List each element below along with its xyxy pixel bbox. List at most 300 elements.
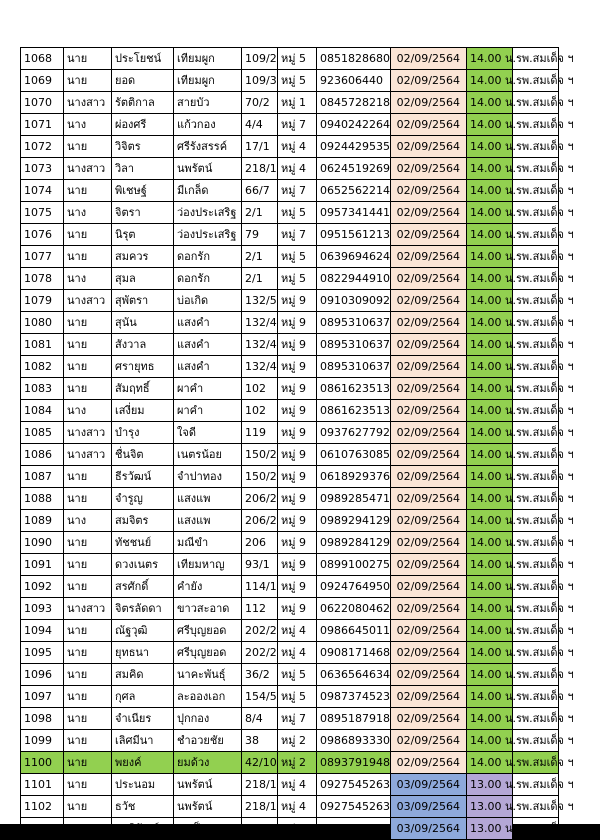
appointment-time-cell: 14.00 น. (467, 268, 513, 290)
title-prefix-cell: นาย (64, 466, 112, 488)
appointment-date-cell: 02/09/2564 (391, 202, 467, 224)
table-row (21, 92, 559, 114)
house-number-cell: 96/4 (242, 818, 278, 840)
row-number-cell: 1079 (21, 290, 64, 312)
first-name-cell: จำเนียร (112, 708, 174, 730)
phone-number-cell: 0989284129 (317, 532, 391, 554)
village-moo-cell: หมู่ 1 (278, 92, 317, 114)
title-prefix-cell: นางสาว (64, 422, 112, 444)
appointment-date-cell: 02/09/2564 (391, 70, 467, 92)
title-prefix-cell: นาย (64, 554, 112, 576)
appointment-date-cell: 02/09/2564 (391, 114, 467, 136)
title-prefix-cell: นาย (64, 378, 112, 400)
hospital-place-cell: รพ.สมเด็จ ฯ (513, 180, 559, 202)
appointment-time-cell: 14.00 น. (467, 620, 513, 642)
appointment-date-cell: 02/09/2564 (391, 158, 467, 180)
title-prefix-cell: นาง (64, 510, 112, 532)
house-number-cell: 79 (242, 224, 278, 246)
house-number-cell: 70/2 (242, 92, 278, 114)
appointment-time-cell: 14.00 น. (467, 48, 513, 70)
table-row (21, 686, 559, 708)
first-name-cell: เลิศมีนา (112, 730, 174, 752)
table-row (21, 444, 559, 466)
village-moo-cell: หมู่ 4 (278, 158, 317, 180)
appointment-date-cell: 02/09/2564 (391, 752, 467, 774)
table-row (21, 356, 559, 378)
village-moo-cell: หมู่ 9 (278, 510, 317, 532)
phone-number-cell: 0618929376 (317, 466, 391, 488)
title-prefix-cell: นางสาว (64, 290, 112, 312)
first-name-cell: สัมฤทธิ์ (112, 378, 174, 400)
last-name-cell: ละอองเอก (174, 686, 242, 708)
table-row (21, 334, 559, 356)
hospital-place-cell: รพ.สมเด็จ ฯ (513, 92, 559, 114)
appointment-date-cell: 02/09/2564 (391, 290, 467, 312)
hospital-place-cell: รพ.สมเด็จ ฯ (513, 554, 559, 576)
row-number-cell: 1071 (21, 114, 64, 136)
phone-number-cell: 0652562214 (317, 180, 391, 202)
appointment-date-cell: 02/09/2564 (391, 686, 467, 708)
appointment-date-cell: 02/09/2564 (391, 312, 467, 334)
village-moo-cell: หมู่ 9 (278, 312, 317, 334)
house-number-cell: 132/4 (242, 312, 278, 334)
first-name-cell: สังวาล (112, 334, 174, 356)
title-prefix-cell: นาย (64, 642, 112, 664)
first-name-cell: ชื่นจิต (112, 444, 174, 466)
title-prefix-cell: นาย (64, 532, 112, 554)
table-row (21, 202, 559, 224)
house-number-cell: 112 (242, 598, 278, 620)
first-name-cell: ศรายุทธ (112, 356, 174, 378)
first-name-cell: สุมล (112, 268, 174, 290)
appointment-time-cell: 14.00 น. (467, 708, 513, 730)
last-name-cell: ศรีบุญยอด (174, 620, 242, 642)
appointment-time-cell: 14.00 น. (467, 92, 513, 114)
appointment-date-cell: 02/09/2564 (391, 620, 467, 642)
house-number-cell: 2/1 (242, 268, 278, 290)
phone-number-cell: 0940242264 (317, 114, 391, 136)
appointment-date-cell: 02/09/2564 (391, 48, 467, 70)
title-prefix-cell: นาย (64, 818, 112, 840)
appointment-date-cell: 02/09/2564 (391, 92, 467, 114)
hospital-place-cell: รพ.สมเด็จ ฯ (513, 466, 559, 488)
phone-number-cell: 0845728218 (317, 92, 391, 114)
hospital-place-cell: รพ.สมเด็จ ฯ (513, 730, 559, 752)
appointment-time-cell: 14.00 น. (467, 642, 513, 664)
house-number-cell: 206/2 (242, 510, 278, 532)
first-name-cell: ณัฐวุฒิ (112, 620, 174, 642)
house-number-cell: 218/1 (242, 774, 278, 796)
row-number-cell: 1081 (21, 334, 64, 356)
appointment-time-cell: 14.00 น. (467, 136, 513, 158)
appointment-date-cell: 02/09/2564 (391, 488, 467, 510)
house-number-cell: 132/5 (242, 290, 278, 312)
appointment-time-cell: 14.00 น. (467, 224, 513, 246)
phone-number-cell: 0822944910 (317, 268, 391, 290)
phone-number-cell: 0910309092 (317, 290, 391, 312)
village-moo-cell: หมู่ 4 (278, 642, 317, 664)
title-prefix-cell: นาง (64, 114, 112, 136)
table-row (21, 466, 559, 488)
village-moo-cell: หมู่ 9 (278, 598, 317, 620)
house-number-cell: 93/1 (242, 554, 278, 576)
row-number-cell: 1102 (21, 796, 64, 818)
title-prefix-cell: นางสาว (64, 158, 112, 180)
village-moo-cell: หมู่ 9 (278, 444, 317, 466)
first-name-cell: ยอด (112, 70, 174, 92)
appointment-date-cell: 03/09/2564 (391, 818, 467, 840)
row-number-cell: 1087 (21, 466, 64, 488)
hospital-place-cell: รพ.สมเด็จ ฯ (513, 290, 559, 312)
phone-number-cell: 0624519269 (317, 158, 391, 180)
phone-number-cell: 0957341441 (317, 202, 391, 224)
hospital-place-cell: รพ.สมเด็จ ฯ (513, 664, 559, 686)
row-number-cell: 1084 (21, 400, 64, 422)
table-row (21, 180, 559, 202)
phone-number-cell: 0987374523 (317, 686, 391, 708)
table-row (21, 400, 559, 422)
title-prefix-cell: นาย (64, 356, 112, 378)
appointment-time-cell: 14.00 น. (467, 444, 513, 466)
appointment-time-cell: 14.00 น. (467, 180, 513, 202)
table-row (21, 730, 559, 752)
appointment-time-cell: 14.00 น. (467, 334, 513, 356)
appointment-time-cell: 14.00 น. (467, 664, 513, 686)
village-moo-cell: หมู่ 5 (278, 70, 317, 92)
table-row (21, 818, 559, 840)
hospital-place-cell: รพ.สมเด็จ ฯ (513, 642, 559, 664)
table-row (21, 598, 559, 620)
appointment-time-cell: 14.00 น. (467, 356, 513, 378)
appointment-date-cell: 02/09/2564 (391, 730, 467, 752)
last-name-cell: ยมด้วง (174, 752, 242, 774)
title-prefix-cell: นางสาว (64, 444, 112, 466)
village-moo-cell: หมู่ 9 (278, 488, 317, 510)
table-row (21, 136, 559, 158)
first-name-cell: ผ่องศรี (112, 114, 174, 136)
last-name-cell: ดอกรัก (174, 246, 242, 268)
first-name-cell: รัตติกาล (112, 92, 174, 114)
first-name-cell: พรภิวัฒน์ (112, 818, 174, 840)
appointment-time-cell: 14.00 น. (467, 510, 513, 532)
row-number-cell: 1091 (21, 554, 64, 576)
house-number-cell: 218/1 (242, 158, 278, 180)
last-name-cell: ศรีรังสรรค์ (174, 136, 242, 158)
last-name-cell: แสงคำ (174, 356, 242, 378)
row-number-cell: 1076 (21, 224, 64, 246)
last-name-cell: แสงแพ (174, 510, 242, 532)
hospital-place-cell: รพ.สมเด็จ ฯ (513, 224, 559, 246)
appointment-time-cell: 14.00 น. (467, 686, 513, 708)
appointment-date-cell: 02/09/2564 (391, 246, 467, 268)
table-row (21, 708, 559, 730)
last-name-cell: มีเกล็ด (174, 180, 242, 202)
village-moo-cell: หมู่ 5 (278, 48, 317, 70)
last-name-cell: แก้วกอง (174, 114, 242, 136)
last-name-cell: แสงแพ (174, 488, 242, 510)
village-moo-cell: หมู่ 4 (278, 796, 317, 818)
first-name-cell: ยุทธนา (112, 642, 174, 664)
house-number-cell: 4/4 (242, 114, 278, 136)
phone-number-cell: 0937627792 (317, 422, 391, 444)
table-row (21, 48, 559, 70)
village-moo-cell: หมู่ 9 (278, 554, 317, 576)
appointment-time-cell: 14.00 น. (467, 466, 513, 488)
house-number-cell: 119 (242, 422, 278, 444)
title-prefix-cell: นาย (64, 620, 112, 642)
village-moo-cell: หมู่ 2 (278, 752, 317, 774)
appointment-date-cell: 02/09/2564 (391, 532, 467, 554)
village-moo-cell: หมู่ 9 (278, 400, 317, 422)
table-row (21, 796, 559, 818)
row-number-cell: 1073 (21, 158, 64, 180)
phone-number-cell: 0610763085 (317, 444, 391, 466)
appointment-time-cell: 14.00 น. (467, 532, 513, 554)
appointment-time-cell: 13.00 น. (467, 818, 513, 840)
house-number-cell: 114/1 (242, 576, 278, 598)
row-number-cell: 1086 (21, 444, 64, 466)
house-number-cell: 42/10 (242, 752, 278, 774)
phone-number-cell: 0895187918 (317, 708, 391, 730)
phone-number-cell: 0927545263 (317, 774, 391, 796)
row-number-cell: 1068 (21, 48, 64, 70)
house-number-cell: 66/7 (242, 180, 278, 202)
last-name-cell: นพรัตน์ (174, 158, 242, 180)
last-name-cell: นพรัตน์ (174, 774, 242, 796)
hospital-place-cell: รพ.สมเด็จ ฯ (513, 136, 559, 158)
appointment-time-cell: 14.00 น. (467, 70, 513, 92)
appointment-date-cell: 02/09/2564 (391, 180, 467, 202)
title-prefix-cell: นาย (64, 488, 112, 510)
row-number-cell: 1089 (21, 510, 64, 532)
village-moo-cell: หมู่ 7 (278, 180, 317, 202)
hospital-place-cell: รพ.สมเด็จ ฯ (513, 818, 559, 840)
hospital-place-cell: รพ.สมเด็จ ฯ (513, 312, 559, 334)
village-moo-cell: หมู่ 7 (278, 818, 317, 840)
table-row (21, 268, 559, 290)
title-prefix-cell: นาง (64, 400, 112, 422)
village-moo-cell: หมู่ 9 (278, 532, 317, 554)
title-prefix-cell: นาย (64, 796, 112, 818)
row-number-cell: 1069 (21, 70, 64, 92)
village-moo-cell: หมู่ 4 (278, 620, 317, 642)
row-number-cell: 1100 (21, 752, 64, 774)
first-name-cell: ประนอม (112, 774, 174, 796)
last-name-cell: ชำอวยชัย (174, 730, 242, 752)
hospital-place-cell: รพ.สมเด็จ ฯ (513, 532, 559, 554)
phone-number-cell: 0989294129 (317, 510, 391, 532)
phone-number-cell: 0622080462 (317, 598, 391, 620)
last-name-cell: จำปาทอง (174, 466, 242, 488)
village-moo-cell: หมู่ 4 (278, 774, 317, 796)
hospital-place-cell: รพ.สมเด็จ ฯ (513, 598, 559, 620)
hospital-place-cell: รพ.สมเด็จ ฯ (513, 576, 559, 598)
house-number-cell: 38 (242, 730, 278, 752)
row-number-cell: 1083 (21, 378, 64, 400)
first-name-cell: วิลา (112, 158, 174, 180)
phone-number-cell: 0989285471 (317, 488, 391, 510)
last-name-cell: คงเป็น (174, 818, 242, 840)
last-name-cell: มณีขำ (174, 532, 242, 554)
hospital-place-cell: รพ.สมเด็จ ฯ (513, 620, 559, 642)
last-name-cell: เทียมผูก (174, 48, 242, 70)
first-name-cell: สรศักดิ์ (112, 576, 174, 598)
table-row (21, 114, 559, 136)
title-prefix-cell: นางสาว (64, 598, 112, 620)
hospital-place-cell: รพ.สมเด็จ ฯ (513, 378, 559, 400)
house-number-cell: 132/4 (242, 334, 278, 356)
phone-number-cell: 0895310637 (317, 312, 391, 334)
hospital-place-cell: รพ.สมเด็จ ฯ (513, 114, 559, 136)
appointment-time-cell: 14.00 น. (467, 202, 513, 224)
appointment-time-cell: 14.00 น. (467, 576, 513, 598)
house-number-cell: 150/2 (242, 466, 278, 488)
title-prefix-cell: นาย (64, 664, 112, 686)
village-moo-cell: หมู่ 5 (278, 268, 317, 290)
appointment-time-cell: 14.00 น. (467, 246, 513, 268)
hospital-place-cell: รพ.สมเด็จ ฯ (513, 422, 559, 444)
hospital-place-cell: รพ.สมเด็จ ฯ (513, 48, 559, 70)
hospital-place-cell: รพ.สมเด็จ ฯ (513, 510, 559, 532)
hospital-place-cell: รพ.สมเด็จ ฯ (513, 774, 559, 796)
table-row (21, 290, 559, 312)
last-name-cell: เทียมหาญ (174, 554, 242, 576)
title-prefix-cell: นาย (64, 312, 112, 334)
table-row (21, 576, 559, 598)
house-number-cell: 36/2 (242, 664, 278, 686)
table-row (21, 70, 559, 92)
first-name-cell: วิจิตร (112, 136, 174, 158)
appointment-time-cell: 14.00 น. (467, 730, 513, 752)
village-moo-cell: หมู่ 9 (278, 576, 317, 598)
hospital-place-cell: รพ.สมเด็จ ฯ (513, 686, 559, 708)
hospital-place-cell: รพ.สมเด็จ ฯ (513, 488, 559, 510)
last-name-cell: คำยัง (174, 576, 242, 598)
last-name-cell: แสงคำ (174, 334, 242, 356)
phone-number-cell: 0908171468 (317, 642, 391, 664)
hospital-place-cell: รพ.สมเด็จ ฯ (513, 158, 559, 180)
hospital-place-cell: รพ.สมเด็จ ฯ (513, 708, 559, 730)
village-moo-cell: หมู่ 5 (278, 664, 317, 686)
village-moo-cell: หมู่ 9 (278, 422, 317, 444)
first-name-cell: ประโยชน์ (112, 48, 174, 70)
table-row (21, 620, 559, 642)
phone-number-cell: 0924429535 (317, 136, 391, 158)
village-moo-cell: หมู่ 9 (278, 290, 317, 312)
row-number-cell: 1092 (21, 576, 64, 598)
village-moo-cell: หมู่ 9 (278, 466, 317, 488)
table-row (21, 378, 559, 400)
house-number-cell: 206/2 (242, 488, 278, 510)
last-name-cell: สายบัว (174, 92, 242, 114)
row-number-cell: 1088 (21, 488, 64, 510)
phone-number-cell: 0895310637 (317, 334, 391, 356)
title-prefix-cell: นาย (64, 48, 112, 70)
row-number-cell: 1070 (21, 92, 64, 114)
row-number-cell: 1098 (21, 708, 64, 730)
phone-number-cell: 0951561213 (317, 224, 391, 246)
title-prefix-cell: นาง (64, 268, 112, 290)
title-prefix-cell: นาย (64, 730, 112, 752)
row-number-cell: 1093 (21, 598, 64, 620)
title-prefix-cell: นาย (64, 180, 112, 202)
appointment-date-cell: 02/09/2564 (391, 598, 467, 620)
first-name-cell: จำรูญ (112, 488, 174, 510)
house-number-cell: 154/5 (242, 686, 278, 708)
appointment-date-cell: 03/09/2564 (391, 796, 467, 818)
appointment-date-cell: 02/09/2564 (391, 576, 467, 598)
table-row (21, 488, 559, 510)
row-number-cell: 1090 (21, 532, 64, 554)
hospital-place-cell: รพ.สมเด็จ ฯ (513, 356, 559, 378)
first-name-cell: จิตรา (112, 202, 174, 224)
title-prefix-cell: นางสาว (64, 92, 112, 114)
row-number-cell: 1103 (21, 818, 64, 840)
village-moo-cell: หมู่ 9 (278, 334, 317, 356)
title-prefix-cell: นาง (64, 202, 112, 224)
appointment-date-cell: 02/09/2564 (391, 664, 467, 686)
appointment-time-cell: 13.00 น. (467, 796, 513, 818)
village-moo-cell: หมู่ 4 (278, 136, 317, 158)
house-number-cell: 202/2 (242, 620, 278, 642)
appointment-date-cell: 02/09/2564 (391, 554, 467, 576)
house-number-cell: 102 (242, 400, 278, 422)
title-prefix-cell: นาย (64, 752, 112, 774)
first-name-cell: นิรุต (112, 224, 174, 246)
appointment-time-cell: 13.00 น. (467, 774, 513, 796)
table-row (21, 664, 559, 686)
appointment-time-cell: 14.00 น. (467, 114, 513, 136)
table-row (21, 312, 559, 334)
first-name-cell: สมคิด (112, 664, 174, 686)
appointment-time-cell: 14.00 น. (467, 312, 513, 334)
title-prefix-cell: นาย (64, 686, 112, 708)
vaccination-schedule-table (20, 47, 574, 840)
first-name-cell: บำรุง (112, 422, 174, 444)
appointment-date-cell: 02/09/2564 (391, 356, 467, 378)
row-number-cell: 1077 (21, 246, 64, 268)
hospital-place-cell: รพ.สมเด็จ ฯ (513, 444, 559, 466)
appointment-time-cell: 14.00 น. (467, 158, 513, 180)
appointment-date-cell: 02/09/2564 (391, 444, 467, 466)
phone-number-cell: 0986893330 (317, 730, 391, 752)
first-name-cell: กุศล (112, 686, 174, 708)
house-number-cell: 206 (242, 532, 278, 554)
hospital-place-cell: รพ.สมเด็จ ฯ (513, 268, 559, 290)
phone-number-cell: 0861623513 (317, 378, 391, 400)
last-name-cell: ว่องประเสริฐ (174, 224, 242, 246)
table-row (21, 422, 559, 444)
last-name-cell: นาคะพันธุ์ (174, 664, 242, 686)
hospital-place-cell: รพ.สมเด็จ ฯ (513, 202, 559, 224)
village-moo-cell: หมู่ 9 (278, 356, 317, 378)
first-name-cell: สุพัตรา (112, 290, 174, 312)
first-name-cell: สมจิตร (112, 510, 174, 532)
appointment-time-cell: 14.00 น. (467, 422, 513, 444)
village-moo-cell: หมู่ 5 (278, 246, 317, 268)
row-number-cell: 1085 (21, 422, 64, 444)
house-number-cell: 2/1 (242, 246, 278, 268)
appointment-date-cell: 02/09/2564 (391, 136, 467, 158)
title-prefix-cell: นาย (64, 246, 112, 268)
appointment-date-cell: 02/09/2564 (391, 466, 467, 488)
last-name-cell: นพรัตน์ (174, 796, 242, 818)
title-prefix-cell: นาย (64, 136, 112, 158)
appointment-time-cell: 14.00 น. (467, 598, 513, 620)
row-number-cell: 1075 (21, 202, 64, 224)
house-number-cell: 102 (242, 378, 278, 400)
row-number-cell: 1080 (21, 312, 64, 334)
